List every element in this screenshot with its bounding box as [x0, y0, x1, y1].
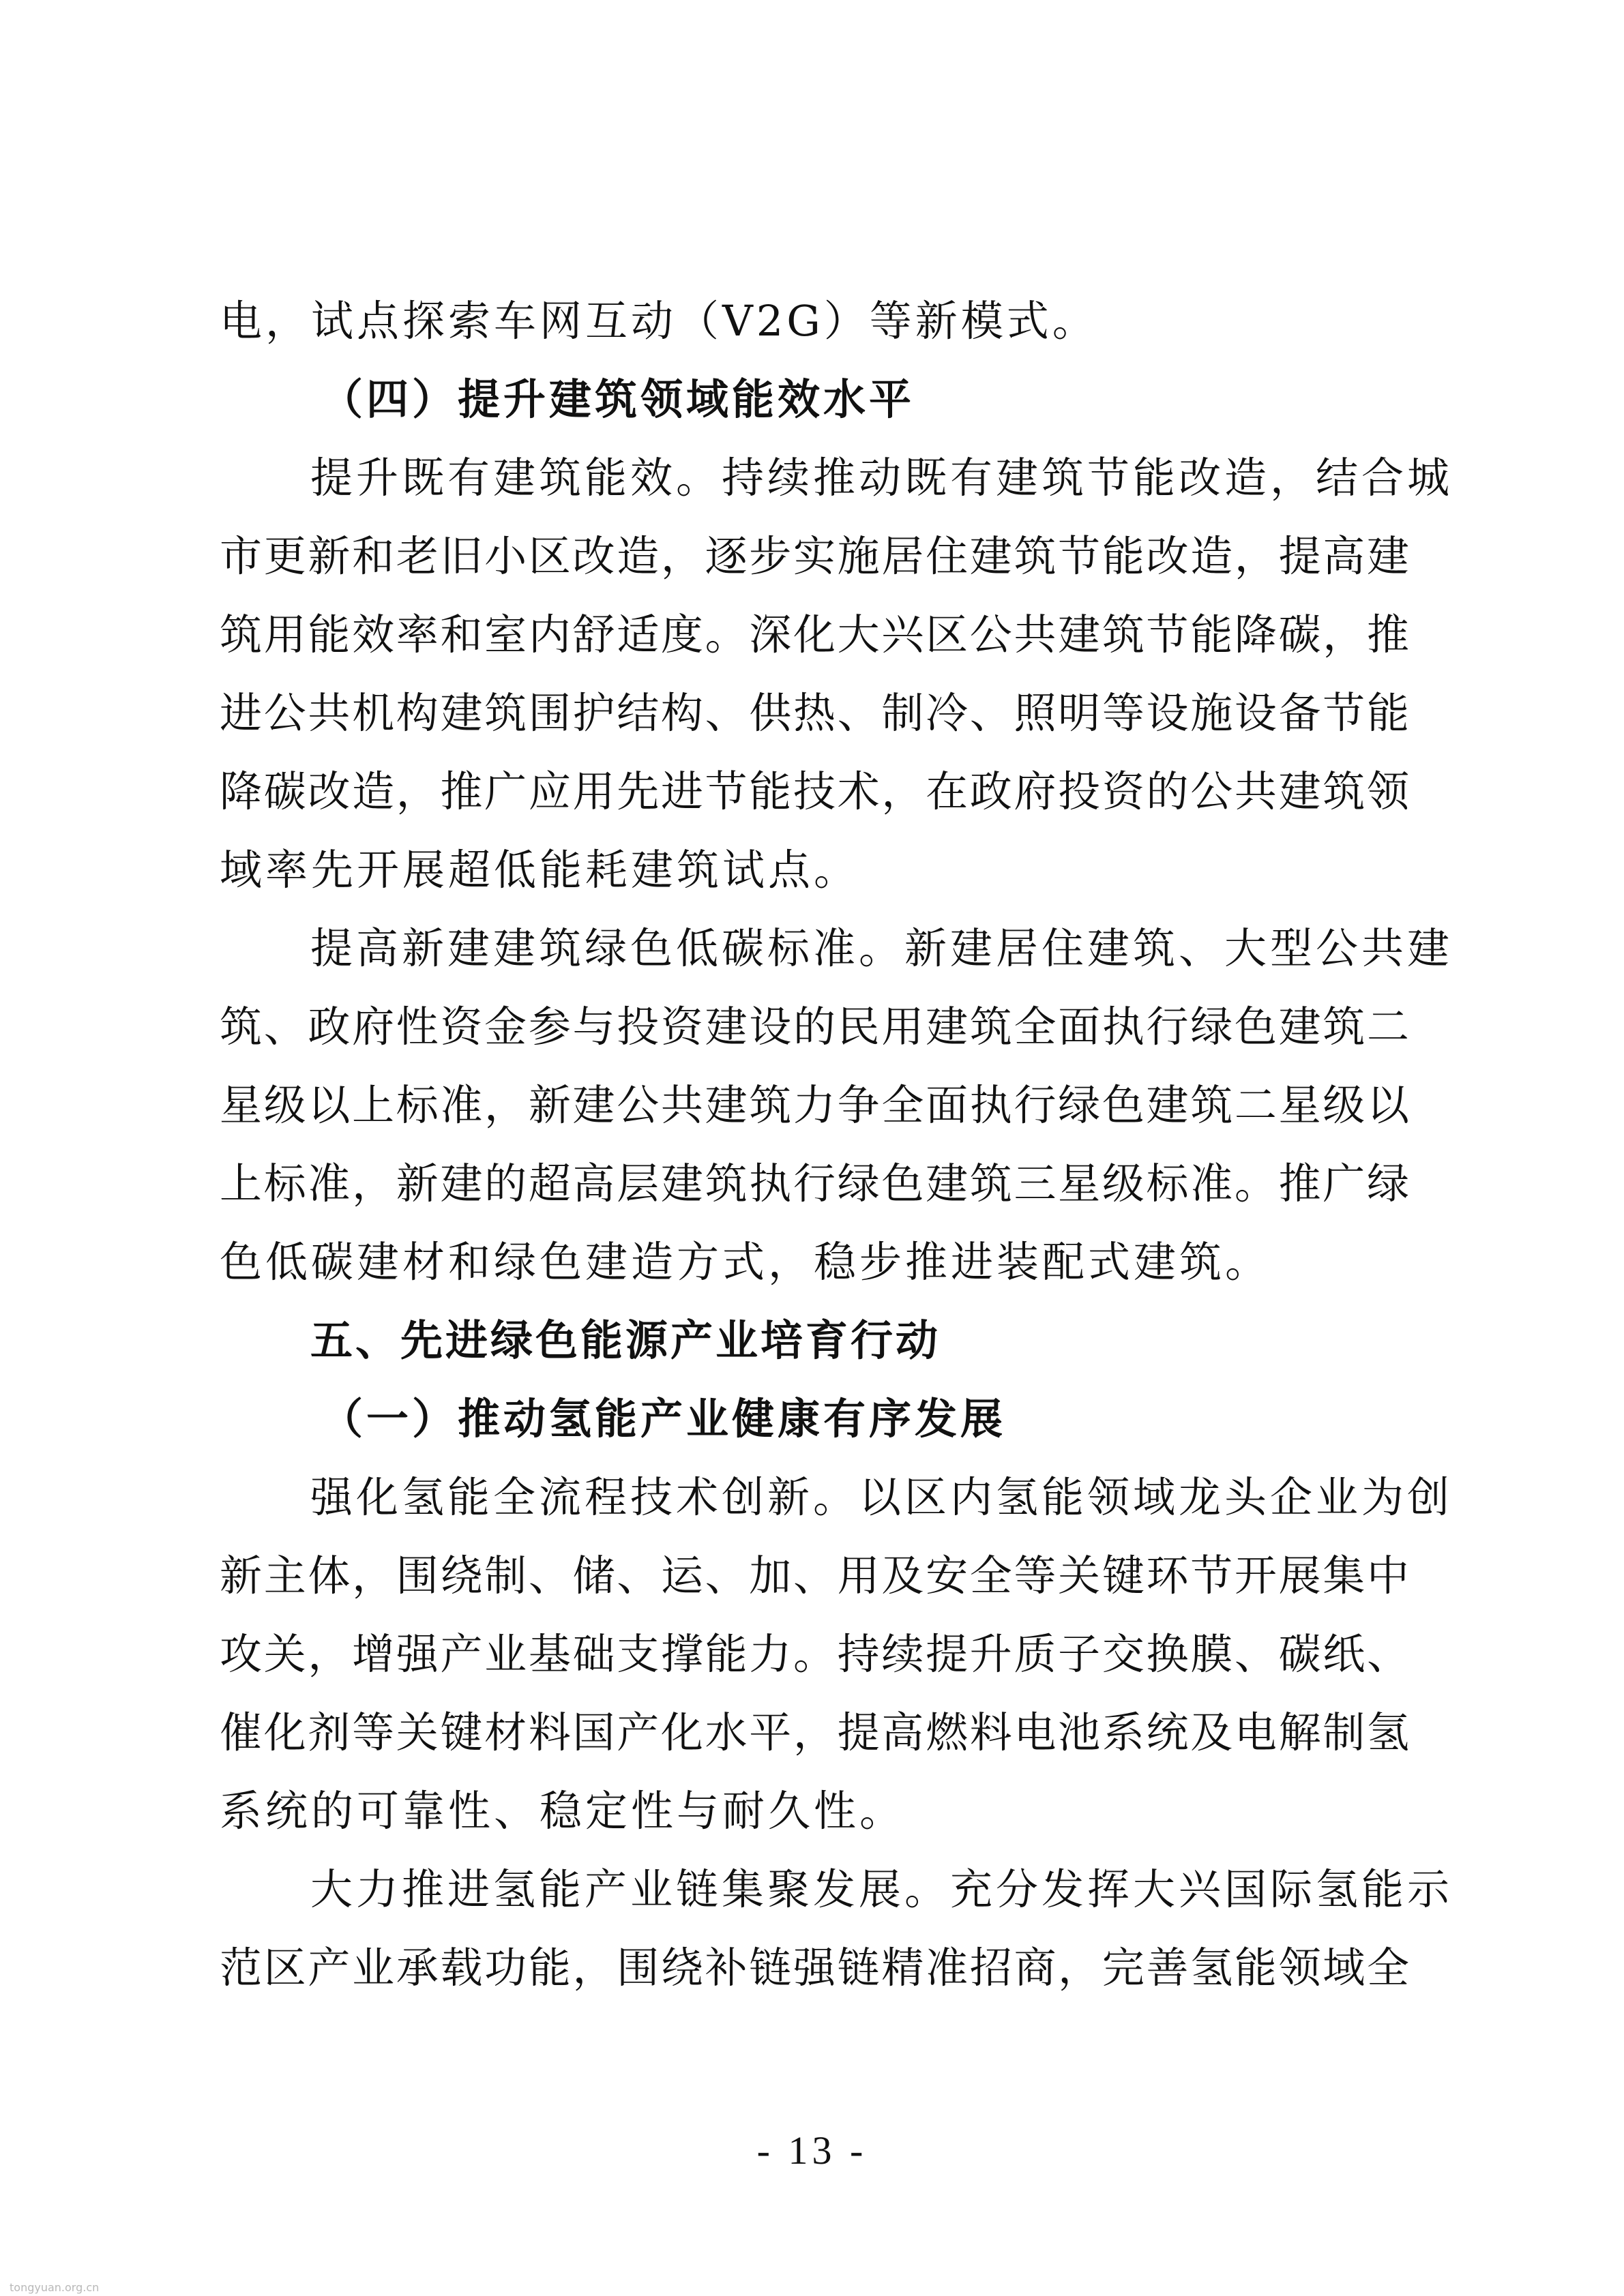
- paragraph-line: 范区产业承载功能，围绕补链强链精准招商，完善氢能领域全: [220, 1943, 1409, 1993]
- paragraph-line: 域率先开展超低能耗建筑试点。: [220, 845, 860, 895]
- paragraph-line: 色低碳建材和绿色建造方式，稳步推进装配式建筑。: [220, 1237, 1271, 1287]
- page-number: - 13 -: [756, 2128, 868, 2173]
- paragraph-line: 星级以上标准，新建公共建筑力争全面执行绿色建筑二星级以: [220, 1080, 1409, 1130]
- paragraph-line: 提升既有建筑能效。持续推动既有建筑节能改造，结合城: [310, 453, 1453, 503]
- paragraph-line: 进公共机构建筑围护结构、供热、制冷、照明等设施设备节能: [220, 688, 1409, 738]
- paragraph-line: 筑用能效率和室内舒适度。深化大兴区公共建筑节能降碳，推: [220, 610, 1409, 659]
- paragraph-line: 上标准，新建的超高层建筑执行绿色建筑三星级标准。推广绿: [220, 1159, 1409, 1208]
- paragraph-line: 强化氢能全流程技术创新。以区内氢能领域龙头企业为创: [310, 1472, 1453, 1522]
- subsection-heading: （四）提升建筑领域能效水平: [321, 374, 915, 424]
- paragraph-line: 筑、政府性资金参与投资建设的民用建筑全面执行绿色建筑二: [220, 1002, 1409, 1052]
- paragraph-line: 催化剂等关键材料国产化水平，提高燃料电池系统及电解制氢: [220, 1708, 1409, 1757]
- watermark-text: tongyuan.org.cn: [10, 2281, 100, 2294]
- paragraph-line: 降碳改造，推广应用先进节能技术，在政府投资的公共建筑领: [220, 766, 1409, 816]
- subsection-heading: （一）推动氢能产业健康有序发展: [321, 1394, 1007, 1444]
- paragraph-line: 新主体，围绕制、储、运、加、用及安全等关键环节开展集中: [220, 1551, 1409, 1600]
- paragraph-line: 攻关，增强产业基础支撑能力。持续提升质子交换膜、碳纸、: [220, 1629, 1409, 1679]
- paragraph-line: 系统的可靠性、稳定性与耐久性。: [220, 1786, 906, 1836]
- paragraph-line: 电，试点探索车网互动（V2G）等新模式。: [220, 296, 1098, 346]
- paragraph-line: 市更新和老旧小区改造，逐步实施居住建筑节能改造，提高建: [220, 531, 1409, 581]
- paragraph-line: 提高新建建筑绿色低碳标准。新建居住建筑、大型公共建: [310, 923, 1453, 973]
- section-heading: 五、先进绿色能源产业培育行动: [310, 1315, 941, 1365]
- paragraph-line: 大力推进氢能产业链集聚发展。充分发挥大兴国际氢能示: [310, 1864, 1453, 1914]
